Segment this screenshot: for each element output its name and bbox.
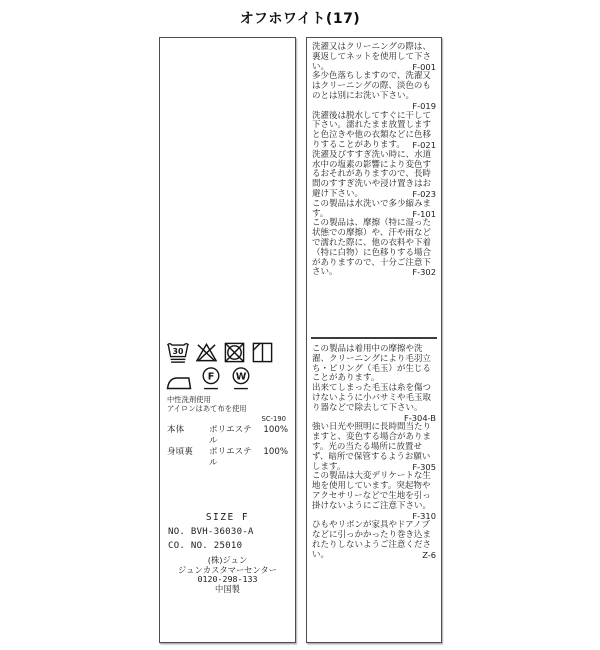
- instruction-code: F-001: [412, 61, 436, 72]
- dry-clean-f-gentle-icon: [200, 366, 222, 391]
- size-label: SIZE F: [205, 512, 250, 523]
- no-tumble-dry-icon: [223, 341, 246, 364]
- svg-text:30: 30: [172, 346, 184, 356]
- phone-number: 0120-298-133: [197, 574, 258, 585]
- fiber-composition: [167, 425, 288, 469]
- composition-percent: 100%: [263, 425, 288, 435]
- instruction-text: 洗濯及びすすぎ洗い時に、水道水中の塩素の影響により変色するおそれがありますので、長時間のすすぎ洗いや浸け置きはお避け下さい。: [312, 149, 432, 199]
- care-note-iron-cloth: アイロンはあて布を使用: [167, 404, 247, 414]
- care-instruction: [312, 43, 436, 72]
- care-label-right-panel: [306, 37, 442, 643]
- instruction-text: この製品は、摩擦（特に湿った状態での摩擦）や、汗や雨などで濡れた際に、他の衣料や下着（特に白物）に色移りする場合がありますので、十分ご注意下さい。: [312, 218, 432, 278]
- instruction-code: F-302: [412, 267, 436, 278]
- instruction-code: F-101: [412, 208, 436, 219]
- care-symbols-row-2: [166, 366, 252, 391]
- care-instruction: [312, 521, 436, 560]
- composition-material: ポリエステル: [209, 425, 252, 446]
- instruction-text: この製品は着用中の摩擦や洗濯、クリーニングにより毛羽立ち・ピリング（毛玉）が生じることがあります。: [312, 344, 431, 384]
- maker-name: (株)ジュン: [207, 555, 248, 565]
- care-instruction: [312, 219, 436, 278]
- instruction-text: 出来てしまった毛玉は糸を傷つけないように小バサミや毛玉取り器などで除去して下さい。: [312, 383, 432, 413]
- care-note-detergent: 中性洗剤使用: [167, 395, 211, 404]
- country-of-origin: 中国製: [215, 583, 240, 594]
- care-instruction: [312, 345, 436, 384]
- care-label-left-panel: [159, 37, 296, 643]
- instruction-text: 洗濯又はクリーニングの際は、裏返してネットを使用して下さい。: [312, 42, 432, 72]
- instruction-code: F-019: [412, 100, 436, 111]
- care-symbols-row-1: [166, 339, 274, 364]
- instruction-code: F-023: [412, 188, 436, 199]
- care-instructions-block-2: [312, 345, 436, 561]
- care-instruction: [312, 384, 436, 423]
- composition-row: [167, 447, 288, 469]
- care-instruction: [312, 423, 436, 472]
- iron-icon: [166, 370, 192, 391]
- composition-percent: 100%: [263, 447, 288, 457]
- instruction-text: この製品は大変デリケートな生地を使用しています。突起物やアクセサリーなどで生地を引っ掛けないようにご注意下さい。: [312, 471, 432, 511]
- instruction-code: F-021: [412, 139, 436, 150]
- wash-30-gentle-icon: [166, 339, 190, 364]
- customer-center: ジュンカスタマーセンター: [178, 564, 277, 575]
- care-instruction: [312, 200, 436, 220]
- instruction-text: 強い日光や照明に長時間当たりますと、変色する場合があります。光の当たる場所に放置せず、暗所で保管するようお願いします。: [312, 422, 432, 472]
- svg-text:W: W: [235, 371, 247, 383]
- svg-text:F: F: [207, 371, 215, 383]
- care-instruction: [312, 472, 436, 521]
- care-instruction: [312, 151, 436, 200]
- care-instruction: [312, 112, 436, 151]
- no-bleach-icon: [195, 341, 218, 364]
- care-instructions-block-1: [312, 43, 436, 278]
- wet-clean-w-gentle-icon: [230, 366, 252, 391]
- instruction-code: F-310: [412, 510, 436, 521]
- dry-in-shade-icon: [251, 341, 274, 364]
- instruction-text: この製品は水洗いで多少縮みます。: [312, 198, 432, 219]
- instruction-code: Z-6: [422, 549, 436, 560]
- composition-row: [167, 425, 288, 447]
- instruction-code: F-305: [412, 461, 436, 472]
- instruction-code: F-304-B: [404, 412, 436, 423]
- instruction-text: 洗濯後は脱水してすぐに干して下さい。濡れたまま放置しますと色泣きや他の衣類などに色移りすることがあります。: [312, 110, 432, 150]
- care-instruction: [312, 72, 436, 111]
- composition-material: ポリエステル: [209, 447, 252, 468]
- item-number: NO. BVH-36030-A: [168, 527, 254, 537]
- co-number: CO. NO. 25010: [168, 541, 243, 551]
- color-name-title: オフホワイト(17): [239, 11, 361, 27]
- instruction-text: 多少色落ちしますので、洗濯又はクリーニングの際、淡色のものとは別にお洗い下さい。: [312, 71, 431, 101]
- care-sheet-code: SC-190: [261, 415, 286, 423]
- section-divider: [311, 337, 437, 339]
- composition-part: 本体: [167, 425, 185, 435]
- care-notes: [167, 395, 247, 413]
- instruction-text: ひもやリボンが家具やドアノブなどに引っかかったり巻き込まれたりしないようご注意ください。: [312, 520, 432, 560]
- maker-info: [160, 556, 295, 594]
- composition-part: 身頃裏: [167, 447, 193, 457]
